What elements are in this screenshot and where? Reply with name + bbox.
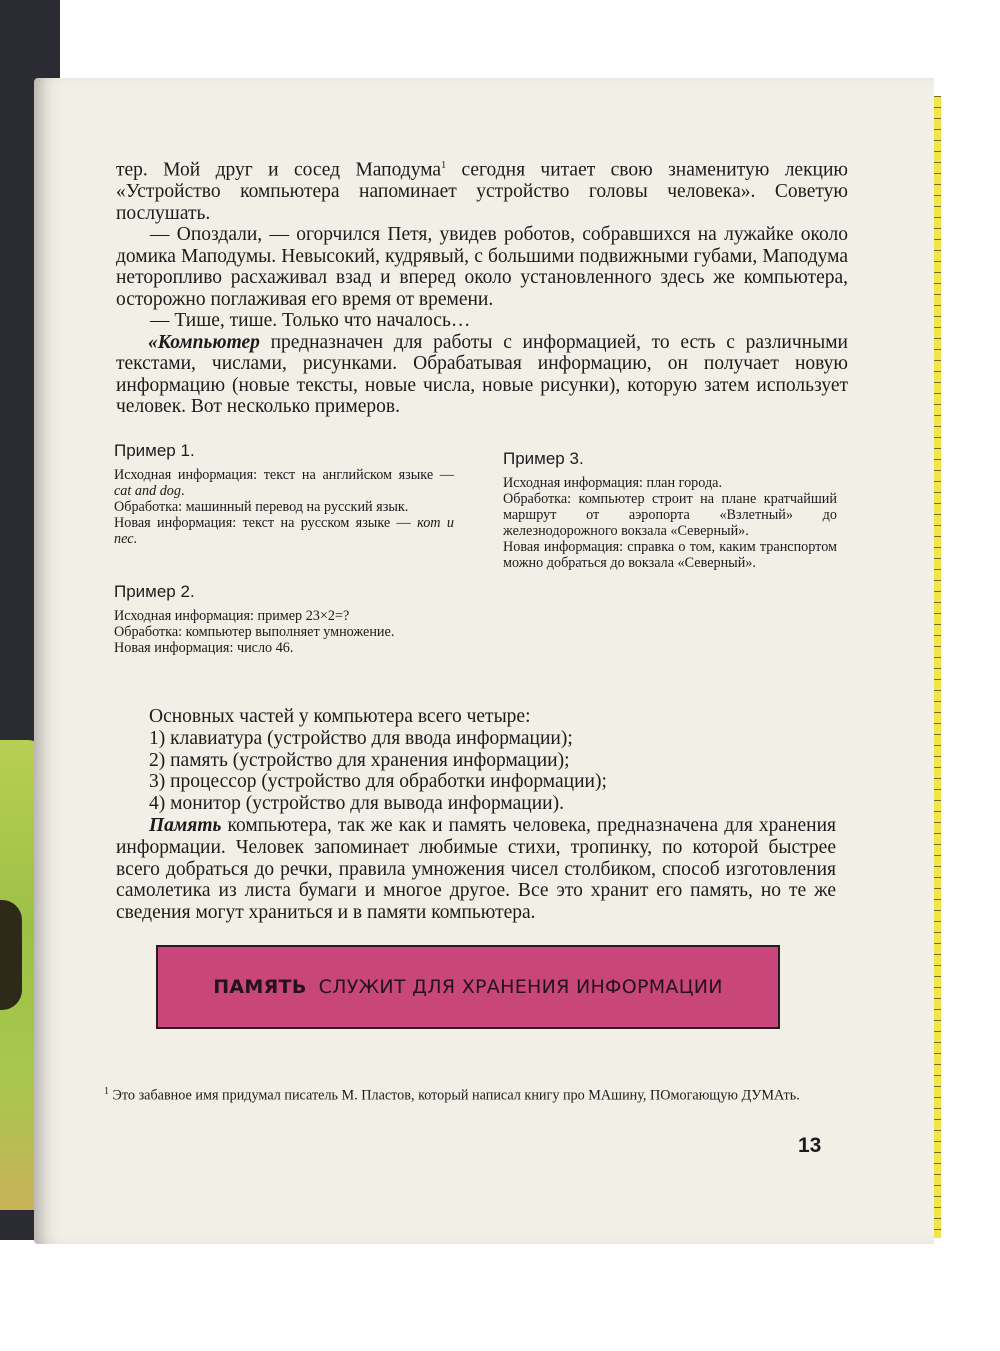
footnote-number: 1 bbox=[104, 1086, 109, 1097]
example-2-result: Новая информация: число 46. bbox=[114, 640, 294, 656]
parts-lead: Основных частей у компьютера всего четыре: bbox=[149, 706, 531, 727]
example-3-process: Обработка: компьютер строит на плане кратчайший маршрут от аэропорта «Взлетный» до железнодорожного вокзала «Северный». bbox=[503, 491, 837, 539]
example-3-source: Исходная информация: план города. bbox=[503, 475, 723, 491]
intro-paragraph-3: — Тише, тише. Только что началось… bbox=[150, 310, 471, 331]
footnote-mark: 1 bbox=[441, 160, 447, 171]
intro-paragraph-1: тер. Мой друг и сосед Маподума$^1$ сегодня читает свою знаменитую лекцию «Устройство компьютера напоминает устройство головы человека». Советую послушать. bbox=[116, 159, 848, 224]
example-3 bbox=[503, 449, 837, 571]
example-2-source: Исходная информация: пример 23×2=? bbox=[114, 608, 350, 624]
intro-paragraph-2: — Опоздали, — огорчился Петя, увидев роботов, собравшихся на лужайке около домика Маподумы. Невысокий, кудрявый, с большими подвижными губами, Маподума неторопливо расхаживал взад и вперед около установленного здесь же компьютера, осторожно поглаживая его время от времени. bbox=[116, 224, 848, 310]
example-2-process: Обработка: компьютер выполняет умножение. bbox=[114, 624, 395, 640]
parts-item: 1) клавиатура (устройство для ввода информации); bbox=[149, 727, 573, 749]
footnote-text: Это забавное имя придумал писатель М. Пластов, который написал книгу про МАшину, ПОмогающую ДУМАть. bbox=[109, 1087, 800, 1104]
memory-definition-banner bbox=[156, 945, 780, 1029]
example-1-result: Новая информация: текст на русском языке — кот и пес. bbox=[114, 515, 454, 547]
intro-text bbox=[116, 155, 848, 418]
example-1-title: Пример 1. bbox=[114, 441, 195, 460]
illustration-detail bbox=[0, 900, 22, 1010]
banner-text: СЛУЖИТ ДЛЯ ХРАНЕНИЯ ИНФОРМАЦИИ bbox=[318, 976, 723, 998]
example-3-title: Пример 3. bbox=[503, 449, 584, 468]
intro-paragraph-4: «Компьютер предназначен для работы с информацией, то есть с различными текстами, числами, рисунками. Обрабатывая информацию, он получает новую информацию (новые тексты, новые числа, новые рисунки), которую затем использует человек. Вот несколько примеров. bbox=[116, 331, 848, 417]
parts-item: 2) память (устройство для хранения информации); bbox=[149, 749, 570, 771]
parts-item: 3) процессор (устройство для обработки информации); bbox=[149, 771, 607, 793]
page-number: 13 bbox=[798, 1134, 822, 1157]
parts-item: 4) монитор (устройство для вывода информации). bbox=[149, 793, 564, 815]
example-2-title: Пример 2. bbox=[114, 582, 195, 601]
example-1-source: Исходная информация: текст на английском языке — cat and dog. bbox=[114, 467, 454, 499]
memory-paragraph: Память компьютера, так же как и память человека, предназначена для хранения информации. Человек запоминает любимые стихи, тропинку, по которой быстрее всего добраться до речки, правила умножения чисел столбиком, способ изготовления самолетика из листа бумаги и многое другое. Все это хранит его память, но те же сведения могут храниться и в памяти компьютера. bbox=[116, 814, 836, 924]
banner-keyword: ПАМЯТЬ bbox=[213, 976, 307, 998]
example-3-result: Новая информация: справка о том, каким транспортом можно добраться до вокзала «Северный». bbox=[503, 539, 837, 571]
computer-parts-section bbox=[116, 706, 836, 924]
example-2 bbox=[114, 582, 454, 656]
footnote bbox=[104, 1083, 830, 1105]
example-1 bbox=[114, 441, 454, 547]
example-1-process: Обработка: машинный перевод на русский язык. bbox=[114, 499, 409, 515]
